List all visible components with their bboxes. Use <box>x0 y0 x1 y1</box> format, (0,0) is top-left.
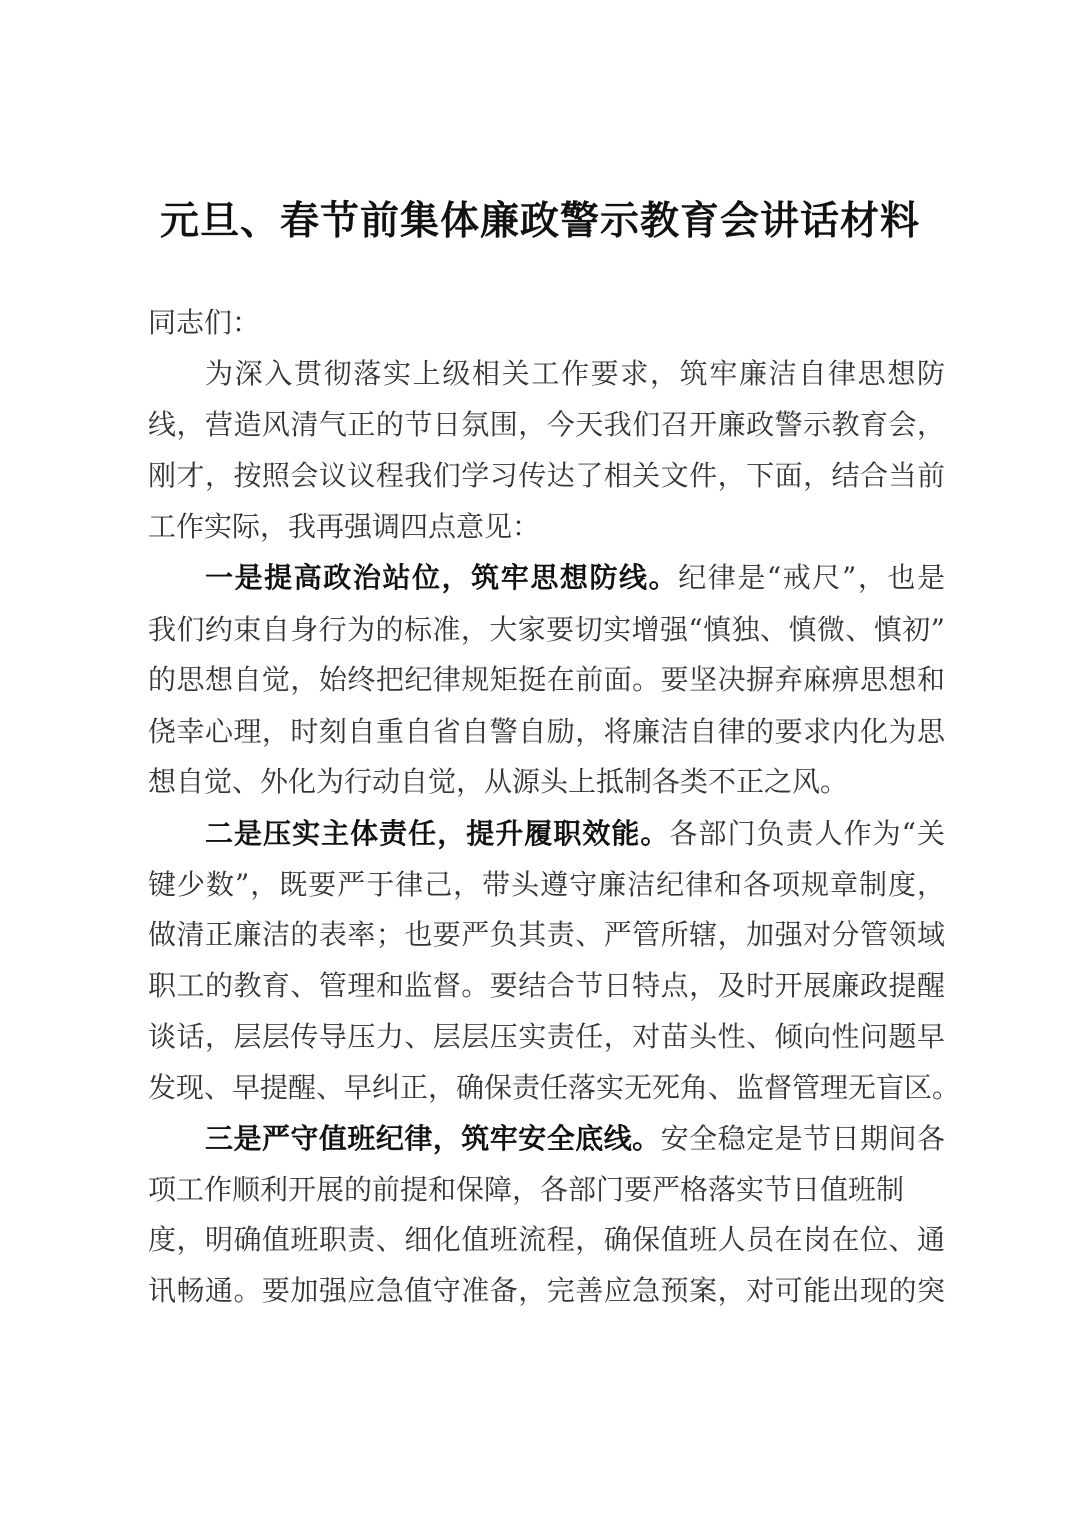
paragraph-line: 想自觉、外化为行动自觉，从源头上抵制各类不正之风。 <box>148 765 849 798</box>
point-heading: 二是压实主体责任，提升履职效能。 <box>205 817 670 850</box>
paragraph-line <box>205 1119 945 1159</box>
paragraph-line: 度，明确值班职责、细化值班流程，确保值班人员在岗在位、通 <box>148 1223 945 1256</box>
paragraph-text: 安全稳定是节日期间各 <box>660 1122 945 1155</box>
paragraph-line: 侥幸心理，时刻自重自省自警自励，将廉洁自律的要求内化为思 <box>148 715 945 748</box>
paragraph-line: 工作实际，我再强调四点意见： <box>148 510 541 543</box>
point-heading: 三是严守值班纪律，筑牢安全底线。 <box>205 1122 661 1155</box>
point-heading: 一是提高政治站位，筑牢思想防线。 <box>205 561 679 594</box>
paragraph-line: 项工作顺利开展的前提和保障，各部门要严格落实节日值班制 <box>148 1173 905 1206</box>
paragraph-text: 纪律是“戒尺”，也是 <box>678 561 945 594</box>
paragraph-line: 刚才，按照会议议程我们学习传达了相关文件，下面，结合当前 <box>148 459 945 492</box>
paragraph-line: 做清正廉洁的表率；也要严负其责、严管所辖，加强对分管领域 <box>148 918 945 951</box>
paragraph-line <box>205 814 945 854</box>
paragraph-line: 职工的教育、管理和监督。要结合节日特点，及时开展廉政提醒 <box>148 969 945 1002</box>
paragraph-line: 键少数”，既要严于律己，带头遵守廉洁纪律和各项规章制度， <box>148 868 945 901</box>
paragraph-line: 我们约束自身行为的标准，大家要切实增强“慎独、慎微、慎初” <box>148 613 945 646</box>
document-title: 元旦、春节前集体廉政警示教育会讲话材料 <box>159 198 920 244</box>
salutation: 同志们： <box>148 306 261 339</box>
paragraph-line: 的思想自觉，始终把纪律规矩挺在前面。要坚决摒弃麻痹思想和 <box>148 663 945 696</box>
paragraph-line: 发现、早提醒、早纠正，确保责任落实无死角、监督管理无盲区。 <box>148 1071 961 1104</box>
paragraph-line <box>205 558 945 598</box>
paragraph-line: 为深入贯彻落实上级相关工作要求，筑牢廉洁自律思想防 <box>205 357 945 390</box>
paragraph-line: 线，营造风清气正的节日氛围，今天我们召开廉政警示教育会， <box>148 408 945 441</box>
paragraph-text: 各部门负责人作为“关 <box>669 817 945 850</box>
paragraph-line: 谈话，层层传导压力、层层压实责任，对苗头性、倾向性问题早 <box>148 1020 945 1053</box>
paragraph-line: 讯畅通。要加强应急值守准备，完善应急预案，对可能出现的突 <box>148 1274 945 1307</box>
